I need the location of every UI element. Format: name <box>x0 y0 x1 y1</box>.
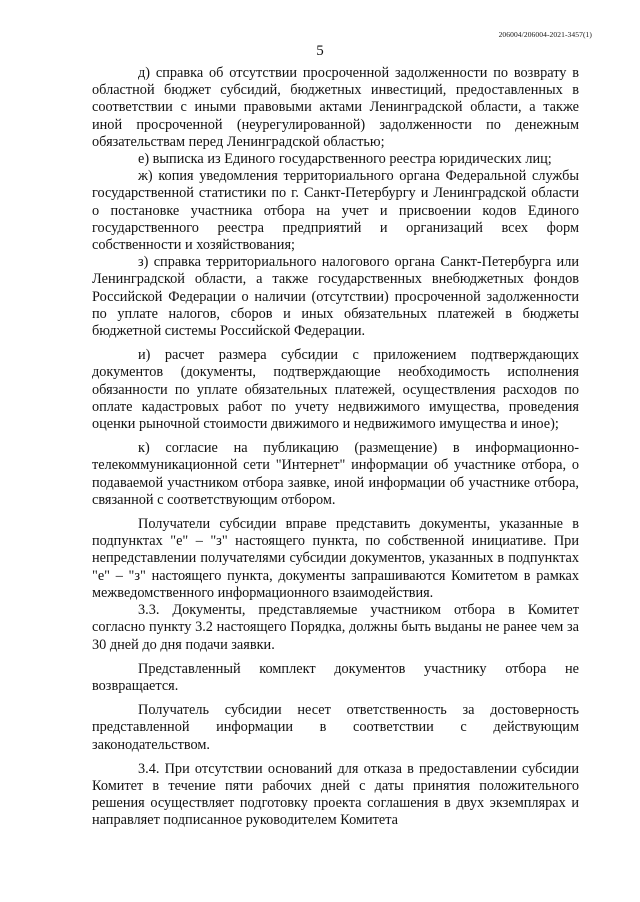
paragraph-i: и) расчет размера субсидии с приложением подтверждающих документов (документы, подтверждающие необходимость исполнения обязанности по уплате обязательных платежей, осуществления расходов по оплате кадастровых работ по учету недвижимого имущества, проведения оценки рыночной стоимости движимого и недвижимого имущества и иное); <box>92 347 579 433</box>
page-number: 5 <box>316 43 324 59</box>
paragraph-3-4: 3.4. При отсутствии оснований для отказа в предоставлении субсидии Комитет в течение пяти рабочих дней с даты принятия положительного решения осуществляет подготовку проекта соглашения в двух экземплярах и направляет подписанное руководителем Комитета <box>92 760 579 829</box>
paragraph-not-returned: Представленный комплект документов участнику отбора не возвращается. <box>92 660 579 694</box>
paragraph-3-3: 3.3. Документы, представляемые участником отбора в Комитет согласно пункту 3.2 настоящего Порядка, должны быть выданы не ранее чем за 30 дней до дня подачи заявки. <box>92 602 579 653</box>
paragraph-recipients: Получатели субсидии вправе представить документы, указанные в подпунктах "е" – "з" настоящего пункта, по собственной инициативе. При непредставлении получателями субсидии документов, указанных в подпунктах "е" – "з" настоящего пункта, документы запрашиваются Комитетом в рамках межведомственного информационного взаимодействия. <box>92 516 579 601</box>
document-id: 206004/206004-2021-3457(1) <box>498 30 592 39</box>
document-body <box>92 65 579 830</box>
paragraph-z: з) справка территориального налогового органа Санкт-Петербурга или Ленинградской области, а также государственных внебюджетных фондов Российской Федерации о наличии (отсутствии) просроченной задолженности по уплате налогов, сборов и иных обязательных платежей в бюджеты бюджетной системы Российской Федерации. <box>92 254 579 340</box>
paragraph-responsibility: Получатель субсидии несет ответственность за достоверность представленной информации в соответствии с действующим законодательством. <box>92 702 579 753</box>
paragraph-d: д) справка об отсутствии просроченной задолженности по возврату в областной бюджет субсидий, бюджетных инвестиций, предоставленных в соответствии с иными правовыми актами Ленинградской области, а также иной просроченной (неурегулированной) задолженности по денежным обязательствам перед Ленинградской областью; <box>92 65 579 150</box>
paragraph-zh: ж) копия уведомления территориального органа Федеральной службы государственной статистики по г. Санкт-Петербургу и Ленинградской области о постановке участника отбора на учет и присвоении кодов Единого государственного реестра предприятий и организаций всех форм собственности и хозяйствования; <box>92 168 579 254</box>
paragraph-k: к) согласие на публикацию (размещение) в информационно-телекоммуникационной сети "Интернет" информации об участнике отбора, о подаваемой участником отбора заявке, иной информации об участнике отбора, связанной с соответствующим отбором. <box>92 440 579 508</box>
paragraph-e: е) выписка из Единого государственного реестра юридических лиц; <box>138 151 552 168</box>
